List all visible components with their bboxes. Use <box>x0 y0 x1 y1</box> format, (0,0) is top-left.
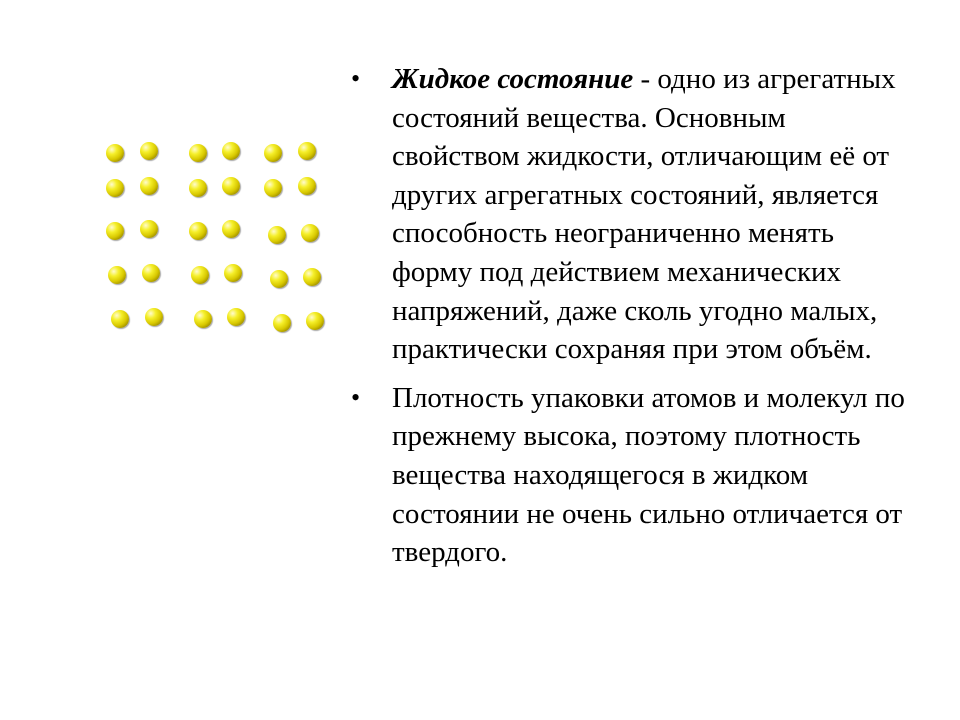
molecule-dot <box>106 144 124 162</box>
molecule-dot <box>106 179 124 197</box>
molecule-dot <box>222 177 240 195</box>
bullet-text: - одно из агрегатных состояний вещества. Основным свойством жидкости, отличающим её от других агрегатных состояний, является способность неограниченно менять форму под действием механических напряжений, даже сколь угодно малых, практически сохраняя при этом объём. <box>392 63 896 366</box>
bullet-item-packing-density <box>350 379 910 572</box>
molecule-dot <box>298 142 316 160</box>
molecule-dot <box>306 312 324 330</box>
molecule-dot <box>189 144 207 162</box>
molecule-dot <box>189 222 207 240</box>
molecule-dot <box>108 266 126 284</box>
molecule-dot <box>106 222 124 240</box>
molecule-dot <box>264 144 282 162</box>
molecule-dot <box>140 220 158 238</box>
bullet-list <box>350 60 910 572</box>
molecule-dot <box>191 266 209 284</box>
molecule-dot <box>270 270 288 288</box>
molecule-dot <box>301 224 319 242</box>
molecule-dot <box>194 310 212 328</box>
term-liquid-state: Жидкое состояние <box>392 63 634 95</box>
molecule-dot <box>273 314 291 332</box>
molecule-dot <box>222 142 240 160</box>
molecule-dot <box>142 264 160 282</box>
molecule-dot <box>224 264 242 282</box>
molecule-dot <box>303 268 321 286</box>
molecule-dot <box>111 310 129 328</box>
liquid-molecules-icon <box>100 135 340 345</box>
bullet-item-liquid-definition <box>350 60 910 369</box>
molecule-dot <box>298 177 316 195</box>
molecule-dot <box>140 142 158 160</box>
molecule-dot <box>222 220 240 238</box>
molecule-dot <box>140 177 158 195</box>
bullet-marker: • <box>351 382 361 412</box>
molecule-dot <box>145 308 163 326</box>
bullet-text: Плотность упаковки атомов и молекул по прежнему высока, поэтому плотность вещества находящегося в жидком состоянии не очень сильно отличается от твердого. <box>392 381 905 569</box>
molecule-dot <box>264 179 282 197</box>
bullet-marker: • <box>351 64 361 93</box>
molecule-dot <box>189 179 207 197</box>
molecule-dot <box>268 226 286 244</box>
molecule-dot <box>227 308 245 326</box>
